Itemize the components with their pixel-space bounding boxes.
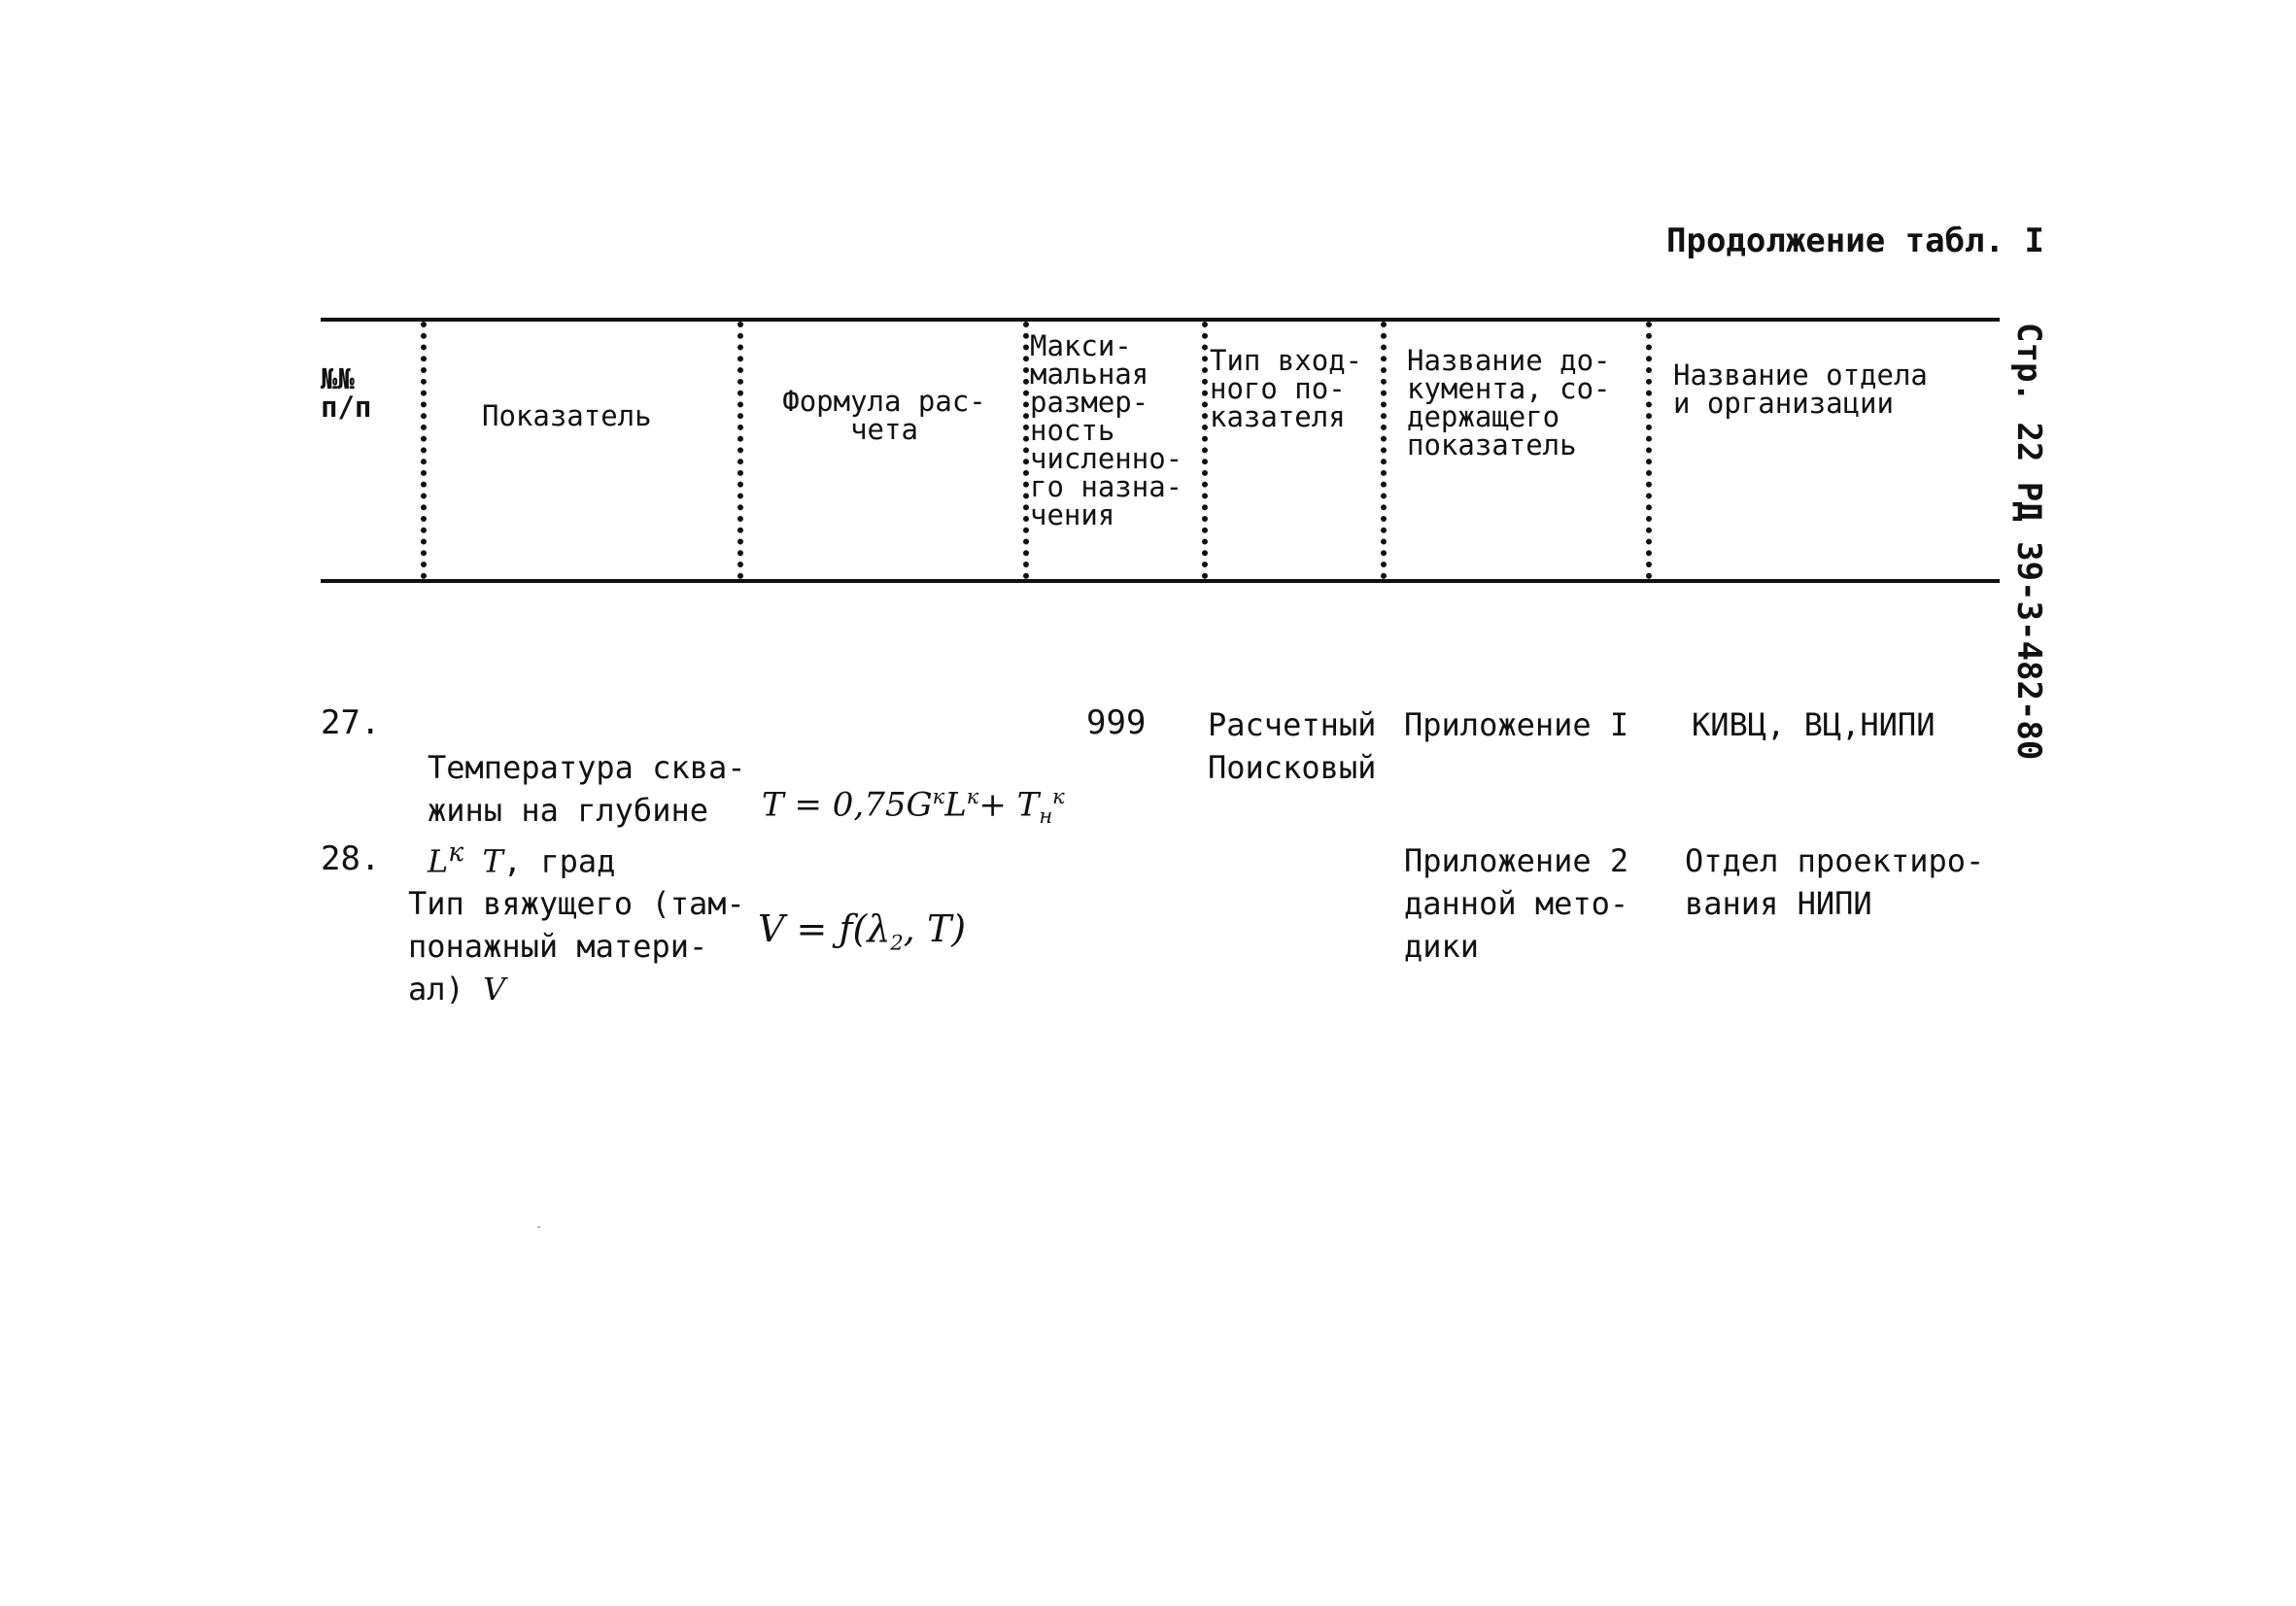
row-formula (762, 785, 1065, 828)
header-indicator: Показатель (482, 399, 652, 432)
header-max-dimension: Макси- мальная размер- ность численно- го назна- чения (1030, 329, 1183, 531)
row-department-name: КИВЦ, ВЦ,НИПИ (1692, 706, 1936, 743)
column-separator (1381, 322, 1387, 579)
indicator-text: Температура сква- жины на глубине (428, 749, 746, 829)
formula-part: T = 0,75G (762, 785, 933, 825)
formula-part: + T (978, 785, 1040, 825)
column-separator (1646, 322, 1652, 579)
column-separator (737, 322, 743, 579)
indicator-symbol-temperature: T (482, 842, 503, 880)
indicator-symbol: L (428, 842, 449, 880)
header-department-name: Название отдела и организации (1673, 359, 1928, 420)
formula-superscript: к (932, 785, 945, 808)
table-top-rule (321, 318, 2000, 322)
formula-superscript: к (1052, 785, 1065, 808)
header-formula: Формула рас- чета (782, 385, 986, 446)
formula-part: V = ƒ(λ (758, 907, 891, 950)
row-department-name: Отдел проектиро- вания НИПИ (1685, 842, 1985, 922)
row-number: 28. (321, 839, 381, 878)
column-separator (1023, 322, 1029, 579)
page-margin-label: Стр. 22 РД 39-3-482-80 (2009, 323, 2048, 761)
header-input-type: Тип вход- ного по- казателя (1210, 344, 1363, 433)
indicator-text: Тип вяжущего (там- понажный матери- ал) (408, 885, 745, 1008)
header-document-name: Название до- кумента, со- держащего показатель (1407, 344, 1611, 461)
row-max-dimension: 999 (1086, 703, 1147, 742)
formula-subscript: н (1039, 804, 1053, 829)
row-input-type: Расчетный Поисковый (1208, 706, 1377, 786)
column-separator (1202, 322, 1208, 579)
row-document-name: Приложение I (1404, 706, 1629, 743)
formula-subscript: 2 (890, 931, 904, 955)
indicator-symbol: V (483, 971, 506, 1008)
table-header-bottom-rule (321, 579, 2000, 583)
formula-superscript: к (966, 785, 979, 808)
row-formula (758, 907, 966, 955)
row-indicator (408, 839, 748, 1010)
scan-speck (537, 1226, 540, 1228)
column-separator (421, 322, 427, 579)
row-document-name: Приложение 2 данной мето- дики (1404, 842, 1629, 965)
indicator-unit: , град (502, 842, 616, 880)
continuation-label: Продолжение табл. I (1666, 222, 2044, 260)
indicator-symbol-superscript: к (448, 837, 464, 868)
formula-part: L (944, 785, 967, 825)
formula-part: , T) (903, 907, 967, 950)
header-number: №№ п/п (321, 362, 372, 424)
row-number: 27. (321, 703, 381, 742)
